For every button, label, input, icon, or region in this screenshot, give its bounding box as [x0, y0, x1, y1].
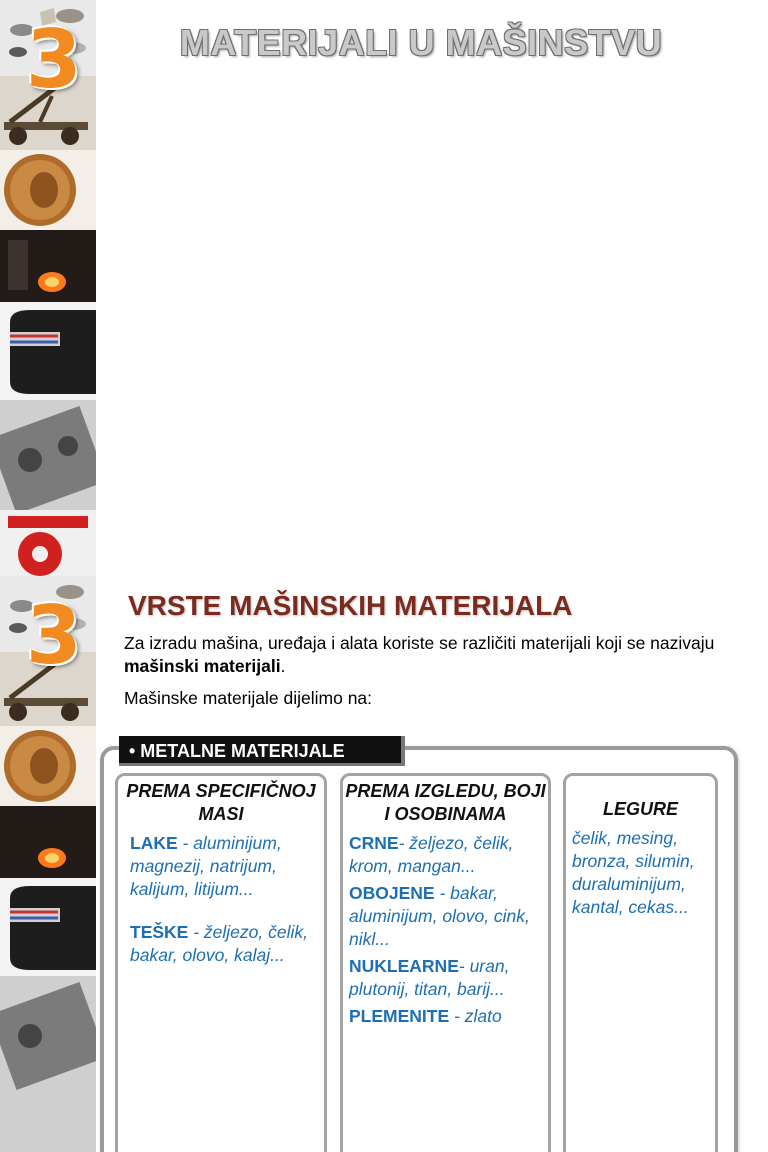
division-intro: Mašinske materijale dijelimo na:	[124, 688, 373, 708]
column-by-specific-mass	[115, 773, 327, 1152]
decorative-image-strip	[0, 0, 96, 576]
gear-worm-image	[0, 510, 96, 576]
intro-paragraph	[124, 632, 724, 678]
entry-text: - aluminijum, magnezij, natrijum, kalijum, litijum...	[130, 833, 282, 899]
column-entries	[343, 826, 548, 1028]
list-item	[130, 832, 316, 901]
list-item	[349, 1005, 540, 1028]
intro-bold-term: mašinski materijali	[124, 656, 281, 676]
entry-term: OBOJENE	[349, 883, 435, 903]
column-entries	[566, 821, 715, 919]
intro-end: .	[280, 656, 286, 676]
entry-text: - uran, plutonij, titan, barij...	[349, 956, 510, 999]
entry-term: CRNE	[349, 833, 399, 853]
coin-image	[0, 726, 96, 806]
list-item	[130, 921, 316, 967]
entry-text: - bakar, aluminijum, olovo, cink, nikl...	[349, 883, 530, 949]
slide-title: MATERIJALI U MAŠINSTVU	[179, 22, 663, 63]
column-alloys	[563, 773, 718, 1152]
entry-term: NUKLEARNE	[349, 956, 459, 976]
entry-term: TEŠKE	[130, 922, 189, 942]
list-item	[349, 955, 540, 1001]
decorative-image-strip	[0, 576, 96, 1152]
column-heading: PREMA IZGLEDU, BOJI I OSOBINAMA	[345, 781, 546, 824]
slide-2	[0, 576, 768, 1152]
section-banner: • METALNE MATERIJALE	[119, 736, 405, 766]
coin-image	[0, 150, 96, 230]
list-item	[349, 832, 540, 878]
machine-part-image	[0, 976, 96, 1152]
intro-text: Za izradu mašina, uređaja i alata koriste se različiti materijali koji se nazivaju	[124, 633, 715, 653]
machine-part-image	[0, 400, 96, 510]
tire-image	[0, 302, 96, 400]
column-entries	[118, 826, 324, 967]
column-heading: PREMA SPECIFIČNOJ MASI	[126, 781, 316, 824]
foundry-image	[0, 230, 96, 302]
entry-text: - željezo, čelik, krom, mangan...	[349, 833, 514, 876]
entry-term: LAKE	[130, 833, 178, 853]
entry-text: - željezo, čelik, bakar, olovo, kalaj...	[130, 922, 308, 965]
entry-term: PLEMENITE	[349, 1006, 450, 1026]
tire-image	[0, 878, 96, 976]
column-by-appearance	[340, 773, 551, 1152]
badge-number-3: 3	[26, 589, 82, 682]
list-item	[349, 882, 540, 951]
foundry-image	[0, 806, 96, 878]
entry-text: - zlato	[449, 1006, 502, 1026]
badge-number-3: 3	[26, 13, 82, 106]
slide-title: VRSTE MAŠINSKIH MATERIJALA	[128, 590, 573, 621]
alloys-list: čelik, mesing, bronza, silumin, duraluminijum, kantal, cekas...	[572, 828, 695, 917]
column-heading: LEGURE	[602, 799, 678, 819]
